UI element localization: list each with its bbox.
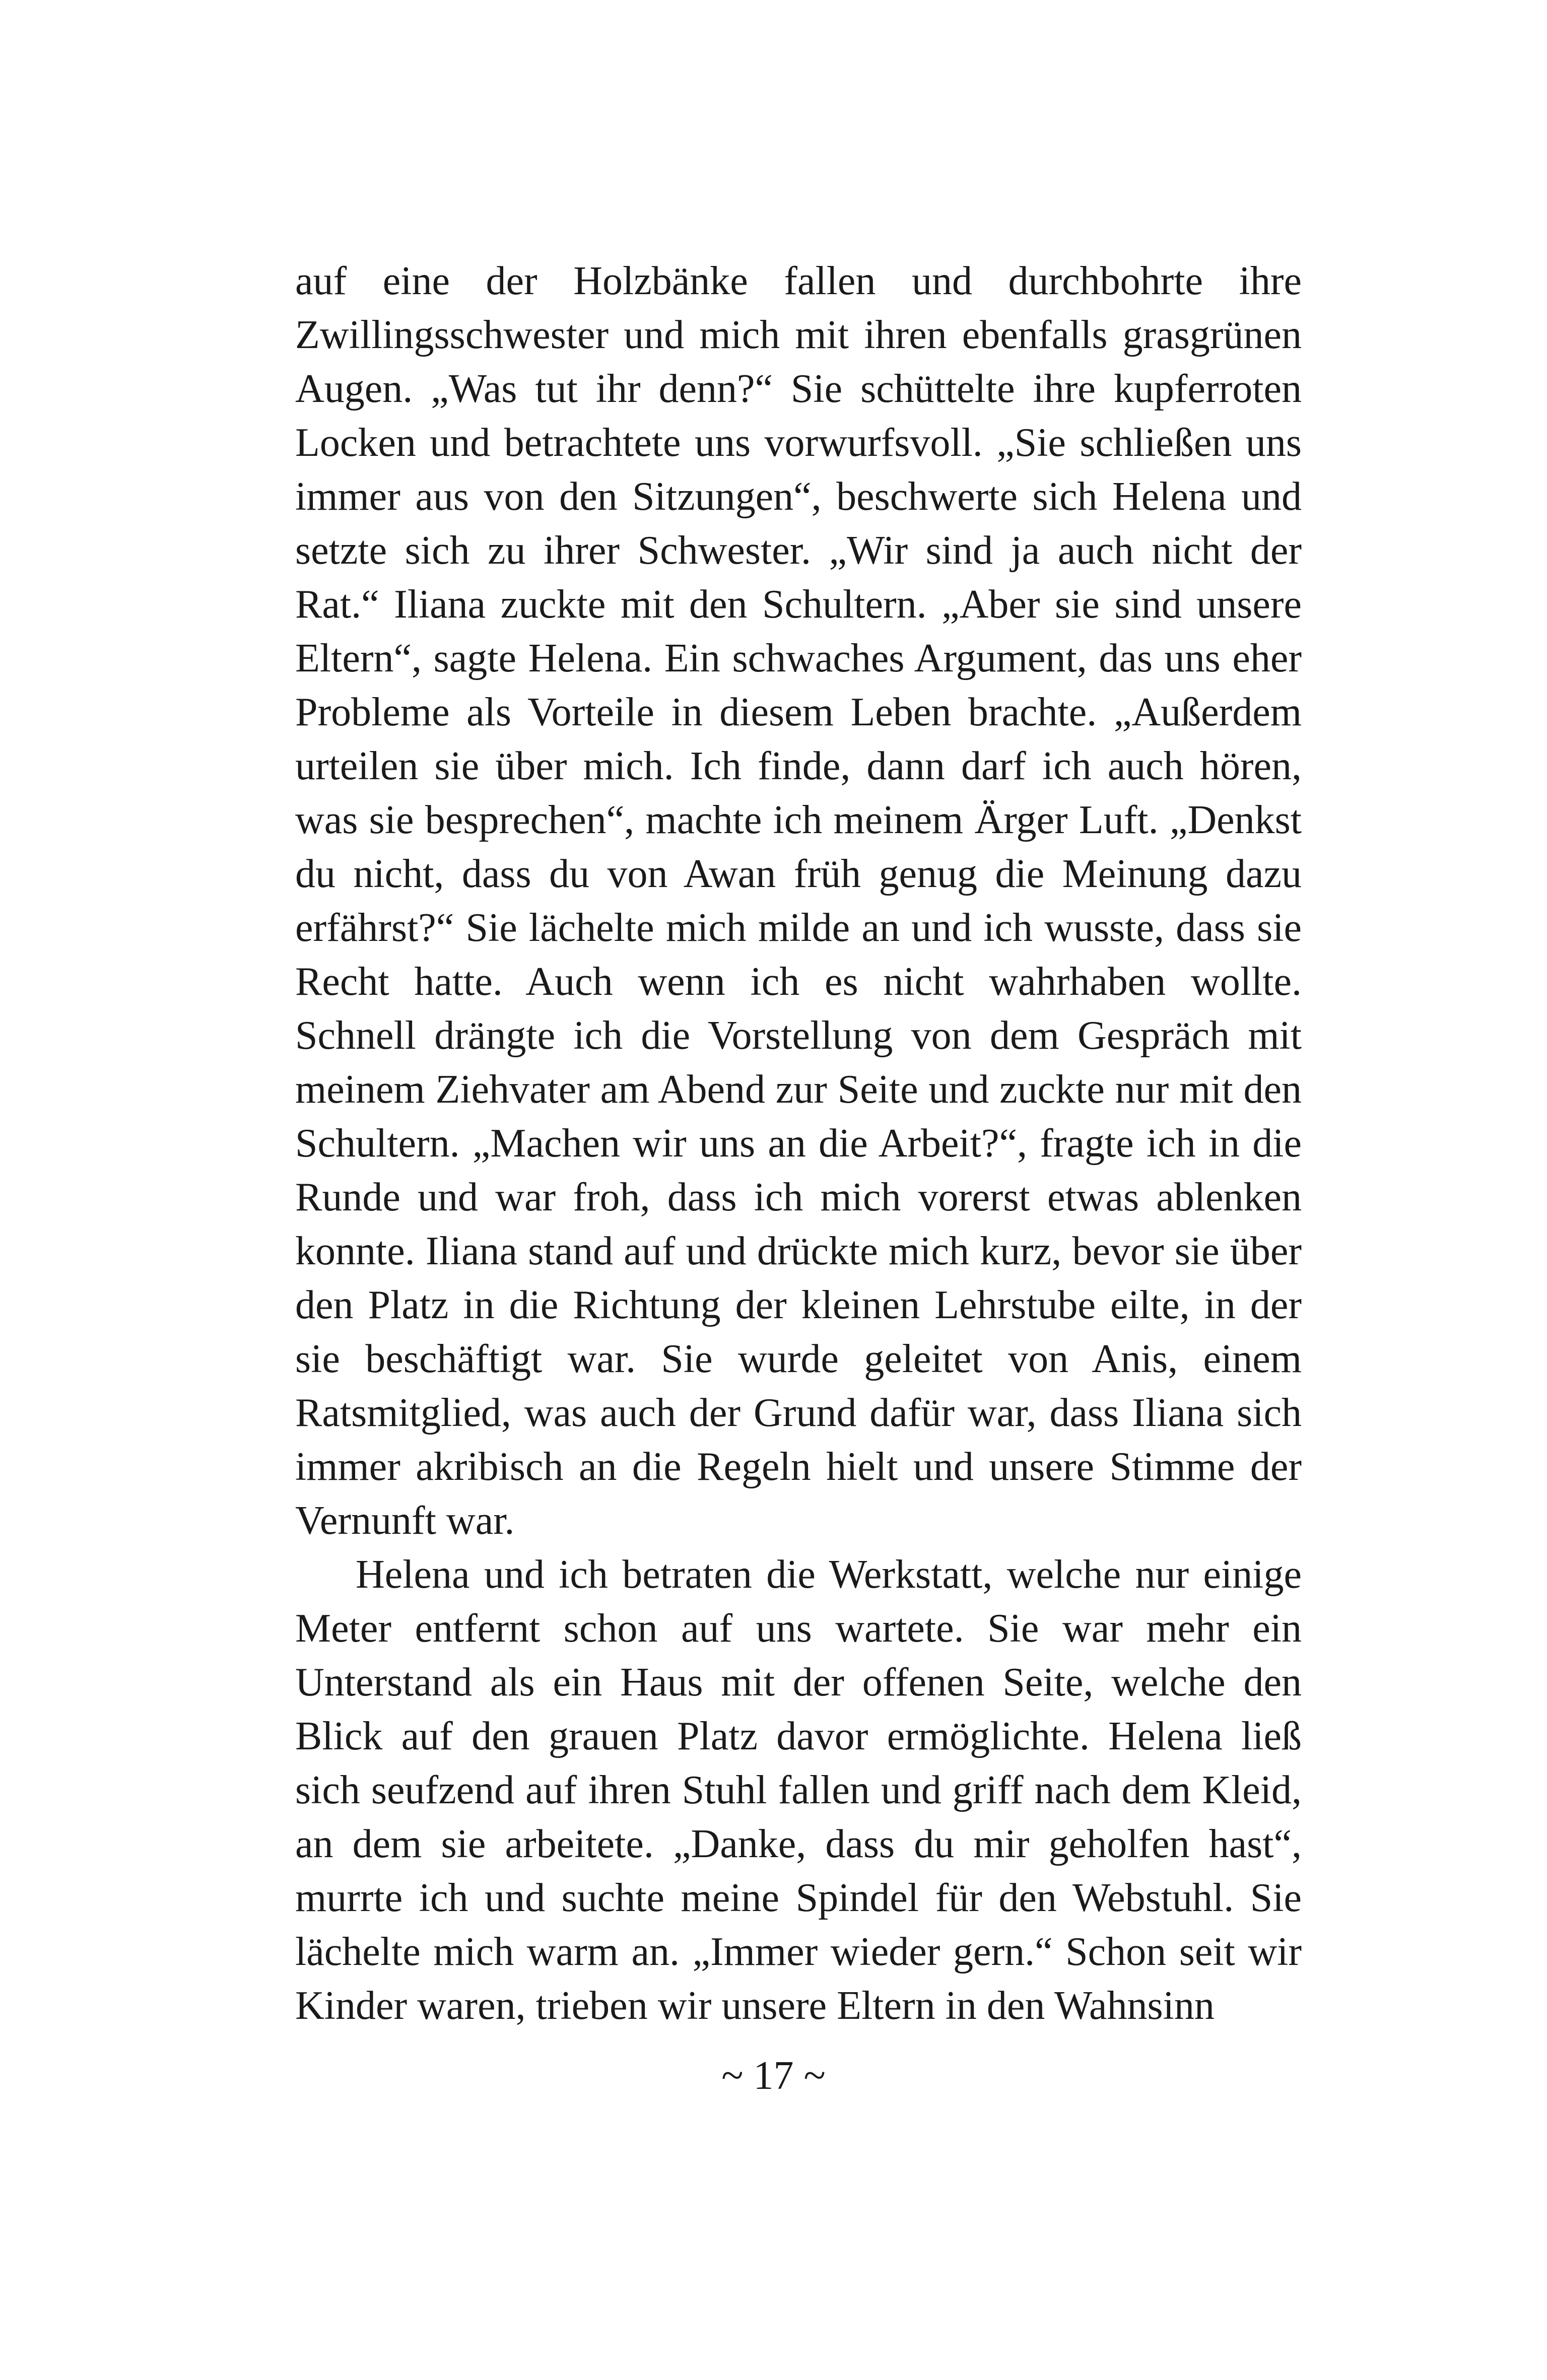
paragraph-1: auf eine der Holzbänke fallen und durchbohrte ihre Zwillingsschwester und mich mit ihren ebenfalls grasgrünen Augen. „Was tut ihr denn?“ Sie schüttelte ihre kupferroten Locken und betrachtete uns vorwurfsvoll. „Sie schließen uns immer aus von den Sitzungen“, beschwerte sich Helena und setzte sich zu ihrer Schwester. „Wir sind ja auch nicht der Rat.“ Iliana zuckte mit den Schultern. „Aber sie sind unsere Eltern“, sagte Helena. Ein schwaches Argument, das uns eher Probleme als Vorteile in diesem Leben brachte. „Außerdem urteilen sie über mich. Ich finde, dann darf ich auch hören, was sie besprechen“, machte ich meinem Ärger Luft. „Denkst du nicht, dass du von Awan früh genug die Meinung dazu erfährst?“ Sie lächelte mich milde an und ich wusste, dass sie Recht hatte. Auch wenn ich es nicht wahrhaben wollte. Schnell drängte ich die Vorstellung von dem Gespräch mit meinem Ziehvater am Abend zur Seite und zuckte nur mit den Schultern. „Machen wir uns an die Arbeit?“, fragte ich in die Runde und war froh, dass ich mich vorerst etwas ablenken konnte. Iliana stand auf und drückte mich kurz, bevor sie über den Platz in die Richtung der kleinen Lehrstube eilte, in der sie beschäftigt war. Sie wurde geleitet von Anis, einem Ratsmitglied, was auch der Grund dafür war, dass Iliana sich immer akribisch an die Regeln hielt und unsere Stimme der Vernunft war. [295, 259, 1302, 1543]
paragraph-2: Helena und ich betraten die Werkstatt, welche nur einige Meter entfernt schon auf uns wartete. Sie war mehr ein Unterstand als ein Haus mit der offenen Seite, welche den Blick auf den grauen Platz davor ermöglichte. Helena ließ sich seufzend auf ihren Stuhl fallen und griff nach dem Kleid, an dem sie arbeitete. „Danke, dass du mir geholfen hast“, murrte ich und suchte meine Spindel für den Webstuhl. Sie lächelte mich warm an. „Immer wieder gern.“ Schon seit wir Kinder waren, trieben wir unsere Eltern in den Wahnsinn [295, 1552, 1302, 2028]
body-text [295, 254, 1302, 2033]
page-number: ~ 17 ~ [721, 2054, 826, 2098]
